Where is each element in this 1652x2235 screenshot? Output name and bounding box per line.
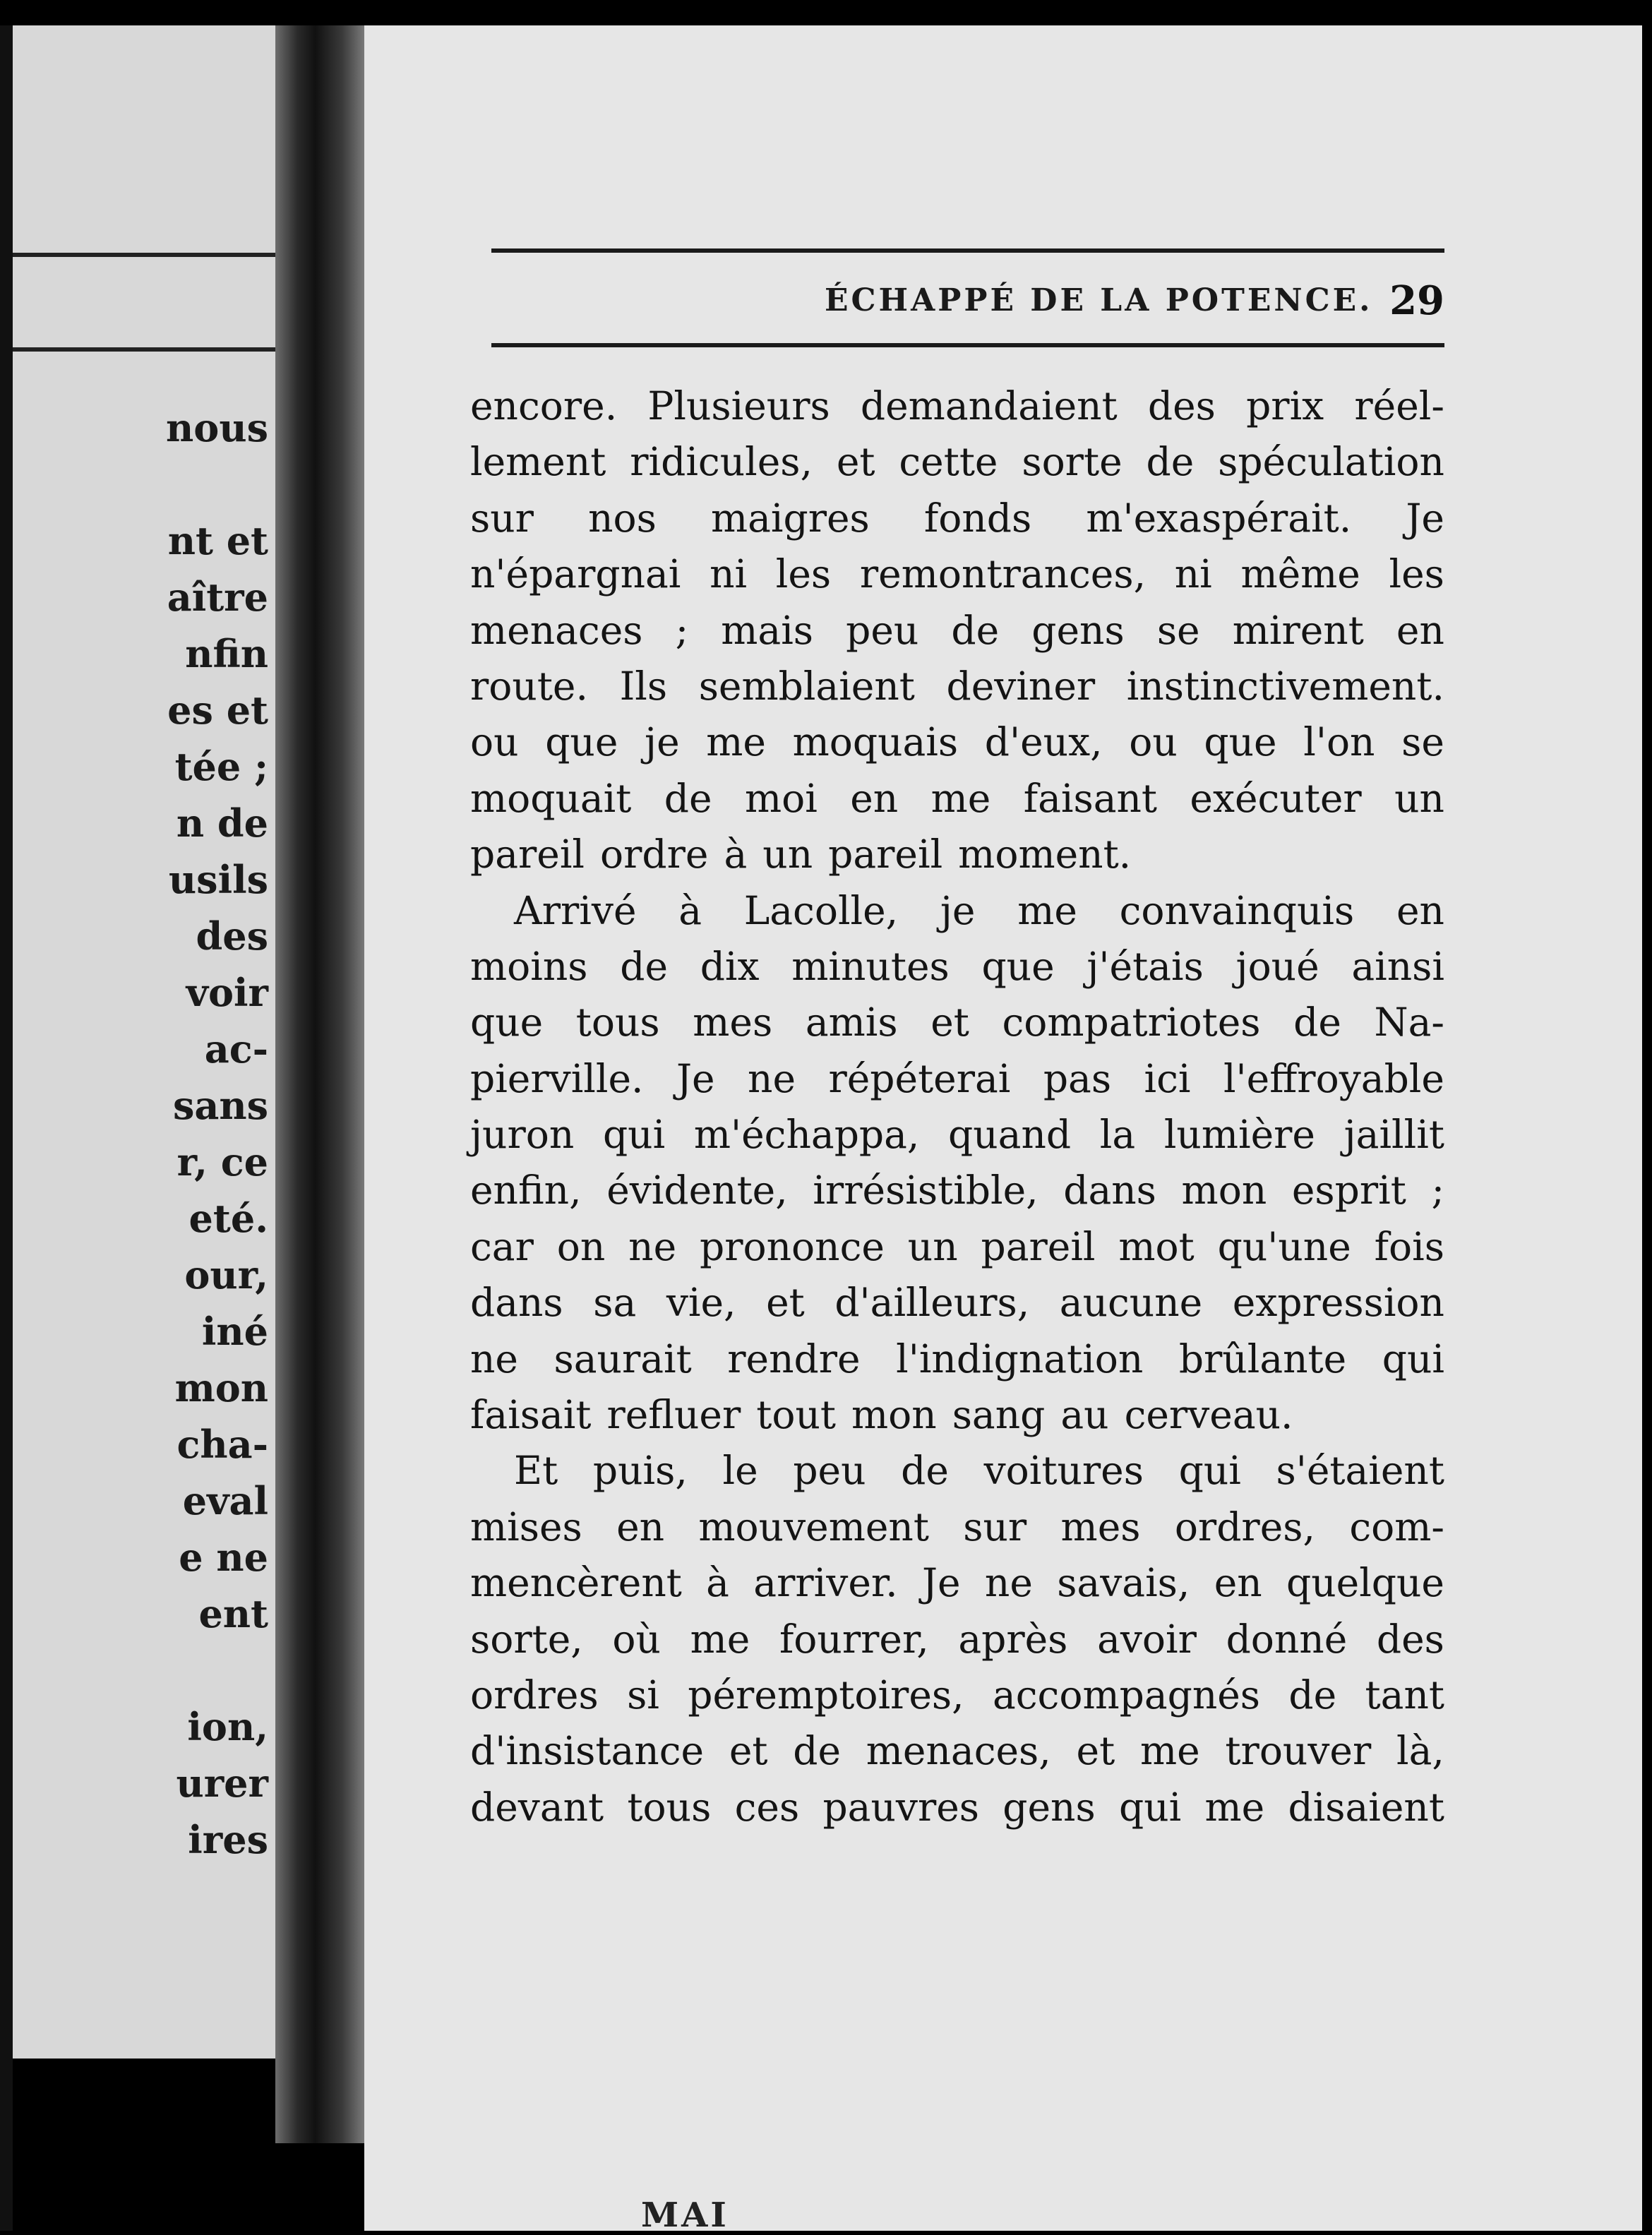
word: un: [907, 1223, 958, 1269]
word: qu'une: [1217, 1223, 1351, 1269]
text-line: [470, 827, 1444, 882]
text-line: [470, 434, 1444, 490]
left-page-text: [28, 400, 268, 1868]
word: en: [1396, 607, 1444, 653]
word: ni: [710, 551, 748, 597]
left-page-line: ires: [188, 1817, 268, 1862]
word: de: [1293, 1000, 1341, 1045]
word: refluer: [606, 1392, 741, 1438]
text-line-words: [470, 771, 1444, 827]
word: Na-: [1374, 1000, 1444, 1045]
word: mon: [851, 1392, 937, 1438]
text-line: [470, 1780, 1444, 1835]
text-line-words: [470, 659, 1444, 714]
word: ridicules,: [630, 439, 813, 485]
word: semblaient: [698, 663, 915, 709]
word: vie,: [666, 1280, 736, 1326]
word: fonds: [923, 495, 1032, 541]
text-line-words: [470, 1667, 1444, 1723]
word: ainsi: [1351, 943, 1444, 989]
left-page-line: des: [196, 913, 268, 959]
left-page-line: eval: [182, 1478, 268, 1523]
left-page-line: nous: [166, 405, 268, 450]
word: pareil: [828, 832, 943, 877]
word: deviner: [946, 663, 1096, 709]
word: m'exaspérait.: [1086, 495, 1352, 541]
text-line: [470, 939, 1444, 995]
word: Je: [921, 1560, 961, 1606]
word: un: [1394, 775, 1444, 821]
word: nos: [588, 495, 657, 541]
word: donné: [1226, 1616, 1348, 1662]
word: saurait: [553, 1336, 692, 1382]
left-page-line: mon: [174, 1365, 268, 1410]
word: des: [1147, 383, 1216, 429]
word: lumière: [1163, 1112, 1315, 1158]
left-page-line: nt et: [167, 518, 268, 563]
word: ordres,: [1174, 1504, 1315, 1550]
text-line: [470, 1387, 1444, 1443]
word: mes: [1060, 1504, 1141, 1550]
word: que: [981, 943, 1055, 989]
text-line: [470, 714, 1444, 770]
word: pauvres: [822, 1784, 980, 1830]
word: quand: [948, 1112, 1072, 1158]
word: demandaient: [860, 383, 1118, 429]
word: que: [1204, 719, 1277, 765]
word: car: [470, 1223, 534, 1269]
left-page-line: n de: [176, 801, 268, 846]
word: moquais: [792, 719, 959, 765]
running-head: [491, 272, 1444, 329]
text-line: [470, 1555, 1444, 1611]
word: peu: [846, 607, 919, 653]
word: menaces: [470, 607, 643, 653]
text-line: [470, 1219, 1444, 1275]
word: pas: [1043, 1055, 1112, 1101]
word: l'indignation: [896, 1336, 1144, 1382]
text-line-words: [470, 1499, 1444, 1555]
word: sur: [963, 1504, 1027, 1550]
word: route.: [470, 663, 588, 709]
word: si: [627, 1672, 659, 1718]
word: en: [1214, 1560, 1262, 1606]
word: prix: [1246, 383, 1324, 429]
word: ces: [734, 1784, 800, 1830]
text-line-words: [470, 603, 1444, 659]
word: prononce: [700, 1223, 885, 1269]
word: d'eux,: [984, 719, 1103, 765]
word: gens: [1002, 1784, 1096, 1830]
word: après: [958, 1616, 1068, 1662]
word: tout: [756, 1392, 836, 1438]
scan-border-right: [1642, 0, 1652, 2231]
word: de: [951, 607, 1000, 653]
text-line: [470, 771, 1444, 827]
text-line-words: [470, 1163, 1444, 1218]
left-page-line: urer: [176, 1761, 268, 1806]
text-line-words: [470, 1051, 1444, 1107]
word: mirent: [1232, 607, 1364, 653]
word: s'étaient: [1276, 1448, 1444, 1494]
word: des: [1376, 1616, 1444, 1662]
word: je: [645, 719, 680, 765]
word: faisait: [470, 1392, 592, 1438]
left-header-rule-top: [13, 253, 275, 257]
left-page-line: aître: [167, 575, 268, 620]
page-number: 29: [1389, 277, 1444, 324]
word: ne: [748, 1055, 796, 1101]
left-page-line: r, ce: [176, 1139, 268, 1185]
word: accompagnés: [992, 1672, 1261, 1718]
left-page-line: ion,: [187, 1704, 268, 1749]
text-line-words: [470, 1107, 1444, 1163]
text-line: [470, 1331, 1444, 1387]
left-page-line: our,: [184, 1252, 268, 1298]
left-page-line: ent: [198, 1591, 268, 1636]
left-page-line: es et: [167, 688, 268, 733]
text-line-words: [470, 827, 1444, 882]
word: ne: [470, 1336, 518, 1382]
text-line: [470, 1163, 1444, 1218]
text-line-words: [514, 883, 1444, 939]
text-line-words: [470, 1275, 1444, 1331]
word: brûlante: [1178, 1336, 1347, 1382]
text-line: [470, 1107, 1444, 1163]
word: gens: [1031, 607, 1125, 653]
word: fourrer,: [779, 1616, 929, 1662]
text-line-words: [470, 995, 1444, 1050]
word: faisant: [1023, 775, 1158, 821]
word: un: [762, 832, 813, 877]
word: Ils: [619, 663, 668, 709]
word: irrésistible,: [813, 1168, 1039, 1214]
word: mon: [1181, 1168, 1267, 1214]
word: moquait: [470, 775, 632, 821]
word: sang: [952, 1392, 1046, 1438]
text-line-words: [470, 491, 1444, 546]
word: spéculation: [1218, 439, 1444, 485]
left-page-line: tée ;: [174, 744, 268, 789]
header-rule-bottom: [491, 343, 1444, 347]
word: qui: [1118, 1784, 1182, 1830]
text-line: [470, 378, 1444, 434]
word: menaces,: [866, 1728, 1051, 1774]
word: exécuter: [1190, 775, 1362, 821]
text-line: [470, 1499, 1444, 1555]
word: tous: [575, 1000, 660, 1045]
word: mouvement: [698, 1504, 929, 1550]
text-line: [470, 1051, 1444, 1107]
text-line-words: [470, 378, 1444, 434]
word: d'ailleurs,: [834, 1280, 1030, 1326]
text-line-words: [514, 1443, 1444, 1499]
word: à: [678, 887, 702, 933]
word: enfin,: [470, 1168, 582, 1214]
text-line-words: [470, 1387, 1444, 1443]
left-page-line: voir: [186, 970, 268, 1015]
word: en: [1396, 887, 1444, 933]
word: qui: [602, 1112, 666, 1158]
word: expression: [1232, 1280, 1444, 1326]
text-line: [470, 1275, 1444, 1331]
word: esprit: [1291, 1168, 1406, 1214]
word: que: [545, 719, 618, 765]
word: Arrivé: [514, 887, 637, 933]
word: pierville.: [470, 1055, 644, 1101]
word: juron: [470, 1112, 575, 1158]
word: aucune: [1059, 1280, 1203, 1326]
word: fois: [1374, 1223, 1444, 1269]
word: pareil: [981, 1223, 1096, 1269]
text-line-words: [470, 434, 1444, 490]
text-line: [470, 1667, 1444, 1723]
word: ou: [1129, 719, 1178, 765]
word: amis: [805, 1000, 898, 1045]
word: maigres: [710, 495, 870, 541]
word: où: [612, 1616, 661, 1662]
word: tant: [1365, 1672, 1444, 1718]
word: à: [724, 832, 748, 877]
text-line-words: [470, 1780, 1444, 1835]
word: Et: [514, 1448, 558, 1494]
word: l'effroyable: [1223, 1055, 1444, 1101]
word: et: [930, 1000, 969, 1045]
word: en: [850, 775, 899, 821]
text-line: [470, 491, 1444, 546]
word: ordres: [470, 1672, 599, 1718]
word: me: [690, 1616, 750, 1662]
word: rendre: [727, 1336, 861, 1382]
book-gutter: [275, 25, 364, 2143]
word: quelque: [1286, 1560, 1444, 1606]
word: puis,: [592, 1448, 688, 1494]
word: moins: [470, 943, 588, 989]
left-page-line: eté.: [188, 1196, 268, 1241]
text-line-words: [470, 939, 1444, 995]
word: devant: [470, 1784, 604, 1830]
word: remontrances,: [859, 551, 1147, 597]
word: l'on: [1303, 719, 1375, 765]
word: compatriotes: [1002, 1000, 1261, 1045]
text-line-words: [470, 546, 1444, 602]
word: évidente,: [606, 1168, 788, 1214]
word: pareil: [470, 832, 585, 877]
text-line-words: [470, 1219, 1444, 1275]
left-page-fragment: [13, 25, 275, 2059]
word: m'échappa,: [693, 1112, 920, 1158]
word: voitures: [983, 1448, 1144, 1494]
bottom-stamp: [641, 2191, 740, 2235]
word: et: [1076, 1728, 1115, 1774]
word: tous: [627, 1784, 712, 1830]
word: ;: [1431, 1168, 1444, 1214]
left-header-rule-bottom: [13, 347, 275, 352]
word: mais: [721, 607, 814, 653]
word: disaient: [1288, 1784, 1444, 1830]
word: ordre: [600, 832, 709, 877]
word: on: [556, 1223, 606, 1269]
word: de: [620, 943, 668, 989]
word: com-: [1349, 1504, 1444, 1550]
word: de: [1146, 439, 1195, 485]
text-line-words: [470, 1723, 1444, 1779]
word: les: [775, 551, 832, 597]
word: arriver.: [753, 1560, 898, 1606]
word: qui: [1178, 1448, 1241, 1494]
word: mot: [1118, 1223, 1195, 1269]
word: et: [729, 1728, 768, 1774]
left-page-line: iné: [201, 1309, 268, 1354]
word: Je: [1406, 495, 1444, 541]
word: instinctivement.: [1126, 663, 1444, 709]
word: me: [1017, 887, 1077, 933]
text-line-words: [470, 1612, 1444, 1667]
scan-border-left: [0, 25, 13, 2231]
left-page-line: [28, 1642, 268, 1698]
word: convainquis: [1119, 887, 1355, 933]
text-line-words: [470, 1331, 1444, 1387]
word: joué: [1235, 943, 1319, 989]
word: avoir: [1097, 1616, 1197, 1662]
word: Je: [676, 1055, 715, 1101]
text-line: [470, 659, 1444, 714]
word: cerveau.: [1124, 1392, 1293, 1438]
word: me: [930, 775, 991, 821]
left-page-line: cha-: [176, 1422, 268, 1467]
word: de: [901, 1448, 949, 1494]
header-rule-top: [491, 248, 1444, 253]
word: mes: [693, 1000, 773, 1045]
left-page-line: usils: [168, 857, 268, 902]
left-page-line: ac-: [204, 1026, 268, 1072]
word: de: [1288, 1672, 1337, 1718]
right-page: [364, 25, 1642, 2231]
word: qui: [1382, 1336, 1444, 1382]
word: sorte: [1022, 439, 1123, 485]
text-line: [470, 603, 1444, 659]
word: réel-: [1354, 383, 1444, 429]
running-head-title: ÉCHAPPÉ DE LA POTENCE.: [825, 282, 1373, 318]
word: sa: [593, 1280, 637, 1326]
word: ne: [628, 1223, 677, 1269]
word: dans: [470, 1280, 563, 1326]
word: que: [470, 1000, 544, 1045]
word: Lacolle,: [743, 887, 899, 933]
word: ;: [675, 607, 689, 653]
word: je: [940, 887, 976, 933]
word: cette: [899, 439, 998, 485]
word: péremptoires,: [688, 1672, 964, 1718]
word: ou: [470, 719, 519, 765]
word: jaillit: [1343, 1112, 1444, 1158]
word: et: [766, 1280, 805, 1326]
word: moi: [744, 775, 818, 821]
left-page-line: e ne: [179, 1535, 268, 1580]
text-line-words: [470, 1555, 1444, 1611]
word: se: [1401, 719, 1444, 765]
word: moment.: [958, 832, 1132, 877]
word: là,: [1396, 1728, 1444, 1774]
word: sur: [470, 495, 534, 541]
word: dix: [700, 943, 760, 989]
word: mencèrent: [470, 1560, 682, 1606]
word: le: [722, 1448, 758, 1494]
word: d'insistance: [470, 1728, 705, 1774]
word: mises: [470, 1504, 582, 1550]
word: savais,: [1057, 1560, 1190, 1606]
text-line-words: [470, 714, 1444, 770]
word: dans: [1063, 1168, 1156, 1214]
text-line: [470, 1443, 1444, 1499]
text-line: [470, 1723, 1444, 1779]
word: la: [1099, 1112, 1136, 1158]
word: me: [1139, 1728, 1200, 1774]
left-page-line: nfin: [185, 631, 268, 676]
left-page-line: [28, 456, 268, 513]
text-line: [470, 546, 1444, 602]
text-line: [470, 995, 1444, 1050]
word: Plusieurs: [647, 383, 830, 429]
word: n'épargnai: [470, 551, 681, 597]
word: sorte,: [470, 1616, 583, 1662]
word: les: [1389, 551, 1444, 597]
word: ni: [1174, 551, 1212, 597]
word: au: [1060, 1392, 1109, 1438]
body-text: [470, 378, 1444, 1835]
text-line: [470, 1612, 1444, 1667]
word: en: [616, 1504, 665, 1550]
word: j'étais: [1087, 943, 1204, 989]
word: à: [706, 1560, 729, 1606]
text-line: [470, 883, 1444, 939]
word: ne: [984, 1560, 1033, 1606]
word: me: [1204, 1784, 1265, 1830]
word: trouver: [1225, 1728, 1372, 1774]
word: minutes: [791, 943, 950, 989]
word: ici: [1144, 1055, 1191, 1101]
left-page-line: sans: [172, 1083, 268, 1128]
word: lement: [470, 439, 606, 485]
word: de: [664, 775, 712, 821]
bottom-stamp-text: MAI: [641, 2195, 729, 2235]
word: et: [836, 439, 875, 485]
word: encore.: [470, 383, 618, 429]
word: même: [1240, 551, 1360, 597]
word: répéterai: [828, 1055, 1011, 1101]
word: de: [793, 1728, 842, 1774]
word: me: [706, 719, 766, 765]
word: peu: [793, 1448, 866, 1494]
word: se: [1156, 607, 1200, 653]
